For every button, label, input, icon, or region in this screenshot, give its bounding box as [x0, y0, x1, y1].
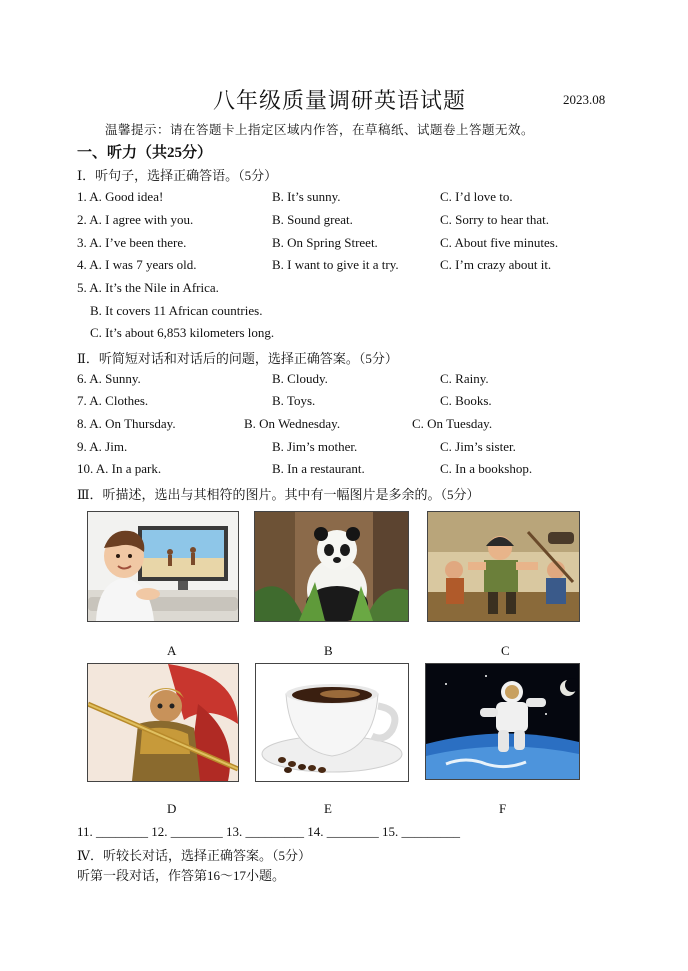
q6-option-c: C. Rainy.: [440, 371, 489, 386]
part-4-heading: Ⅳ．听较长对话，选择正确答案。（5分）: [77, 848, 311, 863]
q10-option-a: 10. A. In a park.: [77, 461, 162, 476]
picture-d-monkey-king: [87, 663, 239, 782]
q7-option-b: B. Toys.: [272, 393, 316, 408]
q10-option-b: B. In a restaurant.: [272, 461, 365, 476]
q3-option-c: C. About five minutes.: [440, 235, 559, 250]
part-4-subheading: 听第一段对话，作答第16～17小题。: [77, 868, 286, 883]
section-heading-listening: 一、听力（共25分）: [77, 145, 213, 161]
page-title: 八年级质量调研英语试题: [213, 88, 467, 113]
picture-label-e: E: [324, 801, 332, 816]
q2-option-a: 2. A. I agree with you.: [77, 212, 194, 227]
picture-b-panda: [254, 511, 409, 622]
picture-label-f: F: [499, 801, 507, 816]
q3-option-a: 3. A. I’ve been there.: [77, 235, 187, 250]
q1-option-c: C. I’d love to.: [440, 189, 513, 204]
picture-label-d: D: [167, 801, 177, 816]
q9-option-c: C. Jim’s sister.: [440, 439, 516, 454]
exam-date: 2023.08: [563, 92, 606, 107]
picture-label-b: B: [324, 643, 333, 658]
q5-option-b: B. It covers 11 African countries.: [90, 303, 263, 318]
q7-option-a: 7. A. Clothes.: [77, 393, 149, 408]
q2-option-c: C. Sorry to hear that.: [440, 212, 550, 227]
picture-label-a: A: [167, 643, 177, 658]
part-3-heading: Ⅲ．听描述，选出与其相符的图片。其中有一幅图片是多余的。（5分）: [77, 487, 480, 502]
q1-option-b: B. It’s sunny.: [272, 189, 341, 204]
q9-option-b: B. Jim’s mother.: [272, 439, 358, 454]
q5-option-a: 5. A. It’s the Nile in Africa.: [77, 280, 219, 295]
picture-c-warriors: [427, 511, 580, 622]
q8-option-b: B. On Wednesday.: [244, 416, 341, 431]
instructions-tip: 温馨提示：请在答题卡上指定区域内作答，在草稿纸、试题卷上答题无效。: [105, 123, 535, 137]
q4-option-b: B. I want to give it a try.: [272, 257, 399, 272]
picture-label-c: C: [501, 643, 510, 658]
q9-option-a: 9. A. Jim.: [77, 439, 128, 454]
q7-option-c: C. Books.: [440, 393, 492, 408]
q6-option-b: B. Cloudy.: [272, 371, 328, 386]
q10-option-c: C. In a bookshop.: [440, 461, 533, 476]
q4-option-c: C. I’m crazy about it.: [440, 257, 552, 272]
picture-e-coffee-cup: [255, 663, 409, 782]
q8-option-a: 8. A. On Thursday.: [77, 416, 176, 431]
answer-blanks-11-15: 11. ________ 12. ________ 13. _________ 14. ________ 15. _________: [77, 824, 461, 839]
q6-option-a: 6. A. Sunny.: [77, 371, 141, 386]
q2-option-b: B. Sound great.: [272, 212, 353, 227]
q3-option-b: B. On Spring Street.: [272, 235, 378, 250]
picture-f-astronaut: [425, 663, 580, 780]
picture-a-boy-watching-tv: [87, 511, 239, 622]
q4-option-a: 4. A. I was 7 years old.: [77, 257, 197, 272]
part-1-heading: Ⅰ．听句子，选择正确答语。（5分）: [77, 168, 278, 183]
q1-option-a: 1. A. Good idea!: [77, 189, 164, 204]
q8-option-c: C. On Tuesday.: [412, 416, 493, 431]
part-2-heading: Ⅱ．听简短对话和对话后的问题，选择正确答案。（5分）: [77, 351, 398, 366]
q5-option-c: C. It’s about 6,853 kilometers long.: [90, 325, 275, 340]
